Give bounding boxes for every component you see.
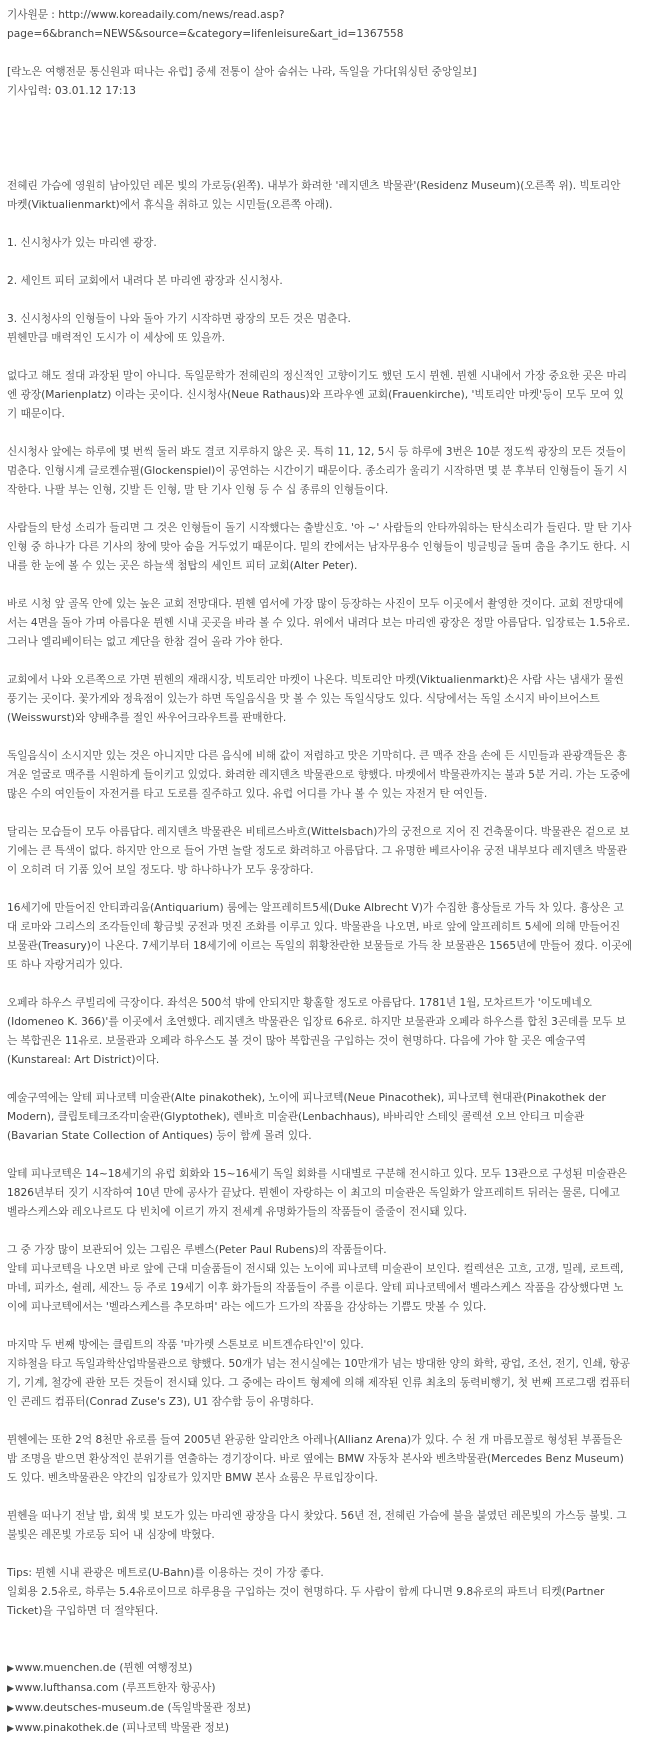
tips-title: Tips: 뮌헨 시내 관광은 메트로(U-Bahn)를 이용하는 것이 가장 좋다. [7,1567,324,1579]
image-placeholder-area [7,101,632,158]
link-item-pinakothek [7,1719,632,1739]
link-pinakothek[interactable]: www.pinakothek.de [14,1722,119,1734]
body-paragraph: 뮌헨에는 또한 2억 8천만 유로를 들여 2005년 완공한 알리안츠 아레나(Allianz Arena)가 있다. 수 천 개 마름모꼴로 형성된 부품들은 밤 조명을 받으면 환상적인 분위기를 연출하는 경기장이다. 바로 옆에는 BMW 자동차 본사와 벤츠박물관(Mercedes Benz Museum)도 있다. 벤츠박물관은 약간의 입장료가 있지만 BMW 본사 쇼룸은 무료입장이다. [7,1434,624,1484]
link-muenchen[interactable]: www.muenchen.de [14,1662,116,1674]
article-title: [락노은 여행전문 통신원과 떠나는 유럽] 중세 전통이 살아 숨쉬는 나라, 독일을 가다[워싱턴 중앙일보] [7,66,477,78]
body-paragraph: 바로 시청 앞 골목 안에 있는 높은 교회 전망대다. 뮌헨 엽서에 가장 많이 등장하는 사진이 모두 이곳에서 촬영한 것이다. 교회 전망대에서는 4면을 돌아 가며 아름다운 뮌헨 시내 곳곳을 바라 볼 수 있다. 위에서 내려다 보는 마리엔 광장은 정말 아름답다. 입장료는 1.5유로. 그러나 엘리베이터는 없고 계단을 한참 걸어 올라 가야 한다. [7,598,630,648]
body-paragraph: 달리는 모습들이 모두 아름답다. 레지덴츠 박물관은 비테르스바흐(Wittelsbach)가의 궁전으로 지어 진 건축물이다. 박물관은 겉으로 보기에는 큰 특색이 없다. 하지만 안으로 들어 가면 놀랄 정도로 화려하고 아름답다. 그 유명한 베르사이유 궁전 내부보다 레지덴츠 박물관이 오히려 더 기품 있어 보일 정도다. 방 하나하나가 모두 웅장하다. [7,826,630,876]
link-item-lufthansa [7,1679,632,1699]
source-url-cont[interactable]: page=6&branch=NEWS&source=&category=lifenleisure&art_id=1367558 [7,28,404,40]
body-paragraph: 신시청사 앞에는 하루에 몇 번씩 둘러 봐도 결코 지루하지 않은 곳. 특히 11, 12, 5시 등 하루에 3번은 10분 정도씩 광장의 모든 것들이 멈춘다. 인형시계 글로켄슈필(Glockenspiel)이 공연하는 시간이기 때문이다. 종소리가 울리기 시작하면 몇 분 후부터 인형들이 돌기 시작한다. 나팔 부는 인형, 깃발 든 인형, 말 탄 기사 인형 등 수 십 종류의 인형들이다. [7,446,628,496]
body-paragraph: 교회에서 나와 오른쪽으로 가면 뮌헨의 재래시장, 빅토리안 마켓이 나온다. 빅토리안 마켓(Viktualienmarkt)은 사람 사는 냄새가 물씬 풍기는 곳이다. 꽃가게와 정육점이 있는가 하면 독일음식을 맛 볼 수 있는 독일식당도 있다. 식당에서는 독일 소시지 바이브어스트(Weisswurst)와 양배추를 절인 싸우어크라우트를 판매한다. [7,674,624,724]
link-item-deutsches-museum [7,1699,632,1719]
article-body [7,177,632,1659]
photo-caption: 전헤린 가슴에 영원히 남아있던 레몬 빛의 가로등(왼쪽). 내부가 화려한 '레지덴츠 박물관'(Residenz Museum)(오른쪽 위). 빅토리안 마켓(Viktualienmarkt)에서 휴식을 취하고 있는 시민들(오른쪽 아래). [7,180,621,211]
intro-sentence: 뮌헨만큼 매력적인 도시가 이 세상에 또 있을까. [7,332,226,344]
link-desc: (루프트한자 항공사) [121,1682,216,1694]
body-paragraph: 뮌헨을 떠나기 전날 밤, 회색 빛 보도가 있는 마리엔 광장을 다시 찾았다. 56년 전, 전헤린 가슴에 불을 붙였던 레몬빛의 가스등 불빛. 그 불빛은 레몬빛 가로등 되어 내 심장에 박혔다. [7,1510,627,1541]
list-item: 1. 신시청사가 있는 마리엔 광장. [7,237,157,249]
arrow-right-icon: ▶ [7,1684,14,1694]
arrow-right-icon: ▶ [7,1664,14,1674]
body-paragraph: 독일음식이 소시지만 있는 것은 아니지만 다른 음식에 비해 값이 저렴하고 맛은 기막히다. 큰 맥주 잔을 손에 든 시민들과 관광객들은 흥겨운 얼굴로 맥주를 시원하게 들이키고 있었다. 화려한 레지덴츠 박물관으로 향했다. 마켓에서 박물관까지는 불과 5분 거리. 가는 도중에 많은 수의 여인들이 자전거를 타고 도로를 질주하고 있다. 유럽 어디를 가나 볼 수 있는 자전거 탄 여인들. [7,750,631,800]
body-paragraph: 16세기에 만들어진 안티콰리움(Antiquarium) 룸에는 알프레히트5세(Duke Albrecht V)가 수집한 흉상들로 가득 차 있다. 흉상은 고대 로마와 그리스의 조각들인데 황금빛 궁전과 멋진 조화를 이루고 있다. 박물관을 나오면, 바로 앞에 알프레히트 5세에 의해 만들어진 보물관(Treasury)이 나온다. 7세기부터 18세기에 이르는 독일의 휘황찬란한 보물들로 가득 찬 보물관은 1565년에 만들어 졌다. 이곳에 또 하나 자랑거리가 있다. [7,902,632,971]
link-item-muenchen [7,1659,632,1679]
source-url[interactable]: 기사원문 : http://www.koreadaily.com/news/read.asp? [7,9,285,21]
body-paragraph: 알테 피나코텍은 14~18세기의 유럽 회화와 15~16세기 독일 회화를 시대별로 구분해 전시하고 있다. 모두 13관으로 구성된 미술관은 1826년부터 짓기 시작하여 10년 만에 공사가 끝났다. 뮌헨이 자랑하는 이 최고의 미술관은 독일화가 알프레히트 뒤러는 물론, 디에고 벨라스케스와 레오나르도 다 빈치에 이르기 까지 전세계 유명화가들의 작품들이 줄줄이 전시돼 있다. [7,1168,628,1218]
list-item: 3. 신시청사의 인형들이 나와 돌아 가기 시작하면 광장의 모든 것은 멈춘다. [7,313,351,325]
related-links [7,1659,632,1739]
arrow-right-icon: ▶ [7,1704,14,1714]
body-paragraph: 알테 피나코텍을 나오면 바로 앞에 근대 미술품들이 전시돼 있는 노이에 피나코텍 미술관이 보인다. 컬렉션은 고흐, 고갱, 밀레, 로트렉, 마네, 피카소, 쉴레, 세잔느 등 주로 19세기 이후 화가들의 작품들이 주를 이룬다. 알테 피나코텍에서 벨라스케스 작품을 감상했다면 노이에 피나코텍에서는 '벨라스케스를 추모하며' 라는 에드가 드가의 작품을 감상하는 기쁨도 맛볼 수 있다. [7,1263,624,1313]
article-date: 기사입력: 03.01.12 17:13 [7,85,136,97]
link-lufthansa[interactable]: www.lufthansa.com [14,1682,119,1694]
tips-text: 일회용 2.5유로, 하루는 5.4유로이므로 하루용을 구입하는 것이 현명하다. 두 사람이 함께 다니면 9.8유로의 파트너 티켓(Partner Ticket)을 구입하면 더 절약된다. [7,1586,605,1617]
body-paragraph: 오페라 하우스 쿠빌리에 극장이다. 좌석은 500석 밖에 안되지만 황홀할 정도로 아름답다. 1781년 1월, 모차르트가 '이도메네오(Idomeneo K. 366)'를 이곳에서 초연했다. 레지덴츠 박물관은 입장료 6유로. 하지만 보물관과 오페라 하우스를 합친 3곤데를 모두 보는 복합권은 11유로. 보물관과 오페라 하우스도 볼 것이 많아 복합권을 구입하는 것이 현명하다. 다음에 가야 할 곳은 예술구역(Kunstareal: Art District)이다. [7,997,626,1066]
article-header [7,6,632,101]
link-desc: (피나코텍 박물관 정보) [121,1722,230,1734]
arrow-right-icon: ▶ [7,1724,14,1734]
body-paragraph: 그 중 가장 많이 보관되어 있는 그림은 루벤스(Peter Paul Rubens)의 작품들이다. [7,1244,387,1256]
body-paragraph: 예술구역에는 알테 피나코텍 미술관(Alte pinakothek), 노이에 피나코텍(Neue Pinacothek), 피나코텍 현대관(Pinakothek der Modern), 클립토테크조각미술관(Glyptothek), 렌바흐 미술관(Lenbachhaus), 바바리안 스테잇 콜렉션 오브 안티크 미술관(Bavarian State Collection of Antiques) 등이 함께 몰려 있다. [7,1092,606,1142]
body-paragraph: 사람들의 탄성 소리가 들리면 그 것은 인형들이 돌기 시작했다는 출발신호. '아 ~' 사람들의 안타까워하는 탄식소리가 들린다. 말 탄 기사인형 중 하나가 다른 기사의 창에 맞아 숨을 거두었기 때문이다. 밑의 칸에서는 남자무용수 인형들이 빙글빙글 돌며 춤을 추기도 한다. 시내를 한 눈에 볼 수 있는 곳은 하늘색 첨탑의 세인트 피터 교회(Alter Peter). [7,522,632,572]
link-deutsches-museum[interactable]: www.deutsches-museum.de [14,1702,165,1714]
link-desc: (뮌헨 여행정보) [119,1662,193,1674]
link-desc: (독일박물관 정보) [167,1702,251,1714]
body-paragraph: 없다고 해도 절대 과장된 말이 아니다. 독일문학가 전헤린의 정신적인 고향이기도 했던 도시 뮌헨. 뮌헨 시내에서 가장 중요한 곳은 마리엔 광장(Marienplatz) 이라는 곳이다. 신시청사(Neue Rathaus)와 프라우엔 교회(Frauenkirche), '빅토리안 마켓'등이 모두 모여 있기 때문이다. [7,370,627,420]
list-item: 2. 세인트 피터 교회에서 내려다 본 마리엔 광장과 신시청사. [7,275,283,287]
body-paragraph: 지하철을 타고 독일과학산업박물관으로 향했다. 50개가 넘는 전시실에는 10만개가 넘는 방대한 양의 화학, 광업, 조선, 전기, 인쇄, 항공기, 기계, 철강에 관한 모든 것들이 전시돼 있다. 그 중에는 라이트 형제에 의해 제작된 인류 최초의 동력비행기, 첫 번째 프로그램 컴퓨터인 콘레드 컴퓨터(Conrad Zuse's Z3), U1 잠수함 등이 유명하다. [7,1358,631,1408]
body-paragraph: 마지막 두 번째 방에는 클림트의 작품 '마가렛 스톤보로 비트겐슈타인'이 있다. [7,1339,364,1351]
